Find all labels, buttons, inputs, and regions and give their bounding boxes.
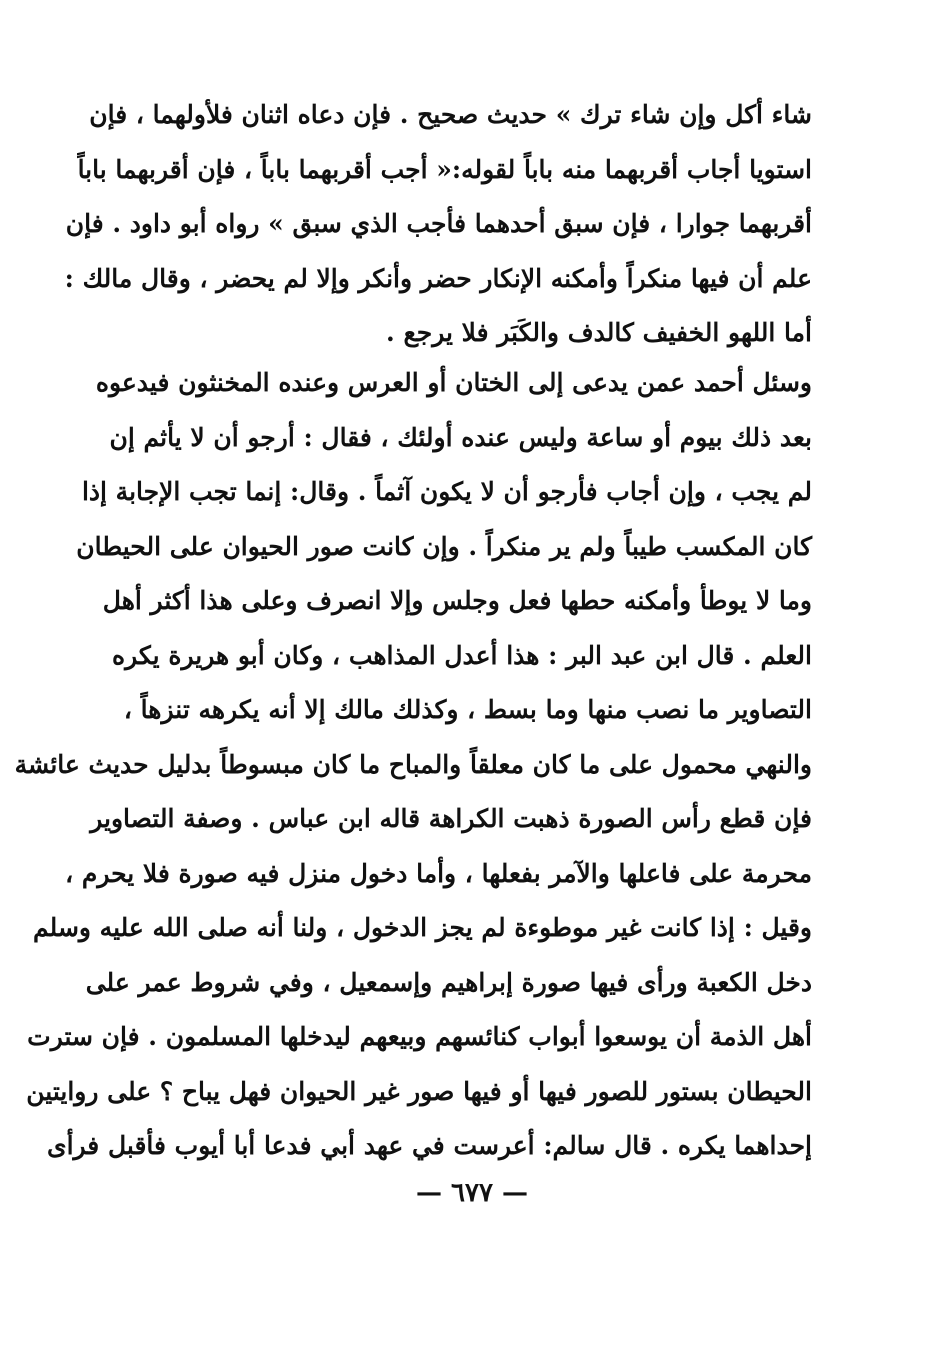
text-line: فإن قطع رأس الصورة ذهبت الكراهة قاله ابن عباس . وصفة التصاوير [90,804,812,833]
text-line: وقيل : إذا كانت غير موطوءة لم يجز الدخول ، ولنا أنه صلى الله عليه وسلم [33,913,812,942]
text-line: والنهي محمول على ما كان معلقاً والمباح ما كان مبسوطاً بدليل حديث عائشة [14,749,812,779]
page-number: — ٦٧٧ — [415,1178,529,1208]
text-line: استويا أجاب أقربهما منه باباً لقوله:« أجب أقربهما باباً ، فإن أقربهما باباً [77,154,812,184]
text-line: لم يجب ، وإن أجاب فأرجو أن لا يكون آثماً . وقال: إنما تجب الإجابة إذا [81,477,812,506]
text-line: الحيطان بستور للصور فيها أو فيها صور غير الحيوان فهل يباح ؟ على روايتين [26,1076,812,1106]
text-line: إحداهما يكره . قال سالم: أعرست في عهد أبي فدعا أبا أيوب فأقبل فرأى [47,1131,812,1160]
text-line: دخل الكعبة ورأى فيها صورة إبراهيم وإسمعيل ، وفي شروط عمر على [85,967,812,997]
paragraph-2 [14,356,812,1174]
text-line: أما اللهو الخفيف كالدف والكَبَر فلا يرجع . [386,318,812,347]
paragraph-1 [64,88,812,361]
text-line: أقربهما جوارا ، فإن سبق أحدهما فأجب الذي سبق » رواه أبو داود . فإن [65,209,812,238]
text-line: أهل الذمة أن يوسعوا أبواب كنائسهم وبيعهم ليدخلها المسلمون . فإن سترت [27,1022,812,1051]
text-line: شاء أكل وإن شاء ترك » حديث صحيح . فإن دعاه اثنان فلأولهما ، فإن [89,100,812,129]
text-line: كان المكسب طيباً ولم ير منكراً . وإن كانت صور الحيوان على الحيطان [76,531,812,561]
text-line: العلم . قال ابن عبد البر : هذا أعدل المذاهب ، وكان أبو هريرة يكره [111,640,812,670]
text-line: وسئل أحمد عمن يدعى إلى الختان أو العرس وعنده المخنثون فيدعوه [95,368,812,397]
text-line: وما لا يوطأ وأمكنه حطها فعل وجلس وإلا انصرف وعلى هذا أكثر أهل [102,586,812,615]
text-line: بعد ذلك بيوم أو ساعة وليس عنده أولئك ، فقال : أرجو أن لا يأثم إن [109,422,812,452]
text-line: محرمة على فاعلها والآمر بفعلها ، وأما دخول منزل فيه صورة فلا يحرم ، [65,858,812,888]
text-line: التصاوير ما نصب منها وما بسط ، وكذلك مالك إلا أنه يكرهه تنزهاً ، [123,695,812,724]
text-line: علم أن فيها منكراً وأمكنه الإنكار حضر وأنكر وإلا لم يحضر ، وقال مالك : [64,263,812,293]
